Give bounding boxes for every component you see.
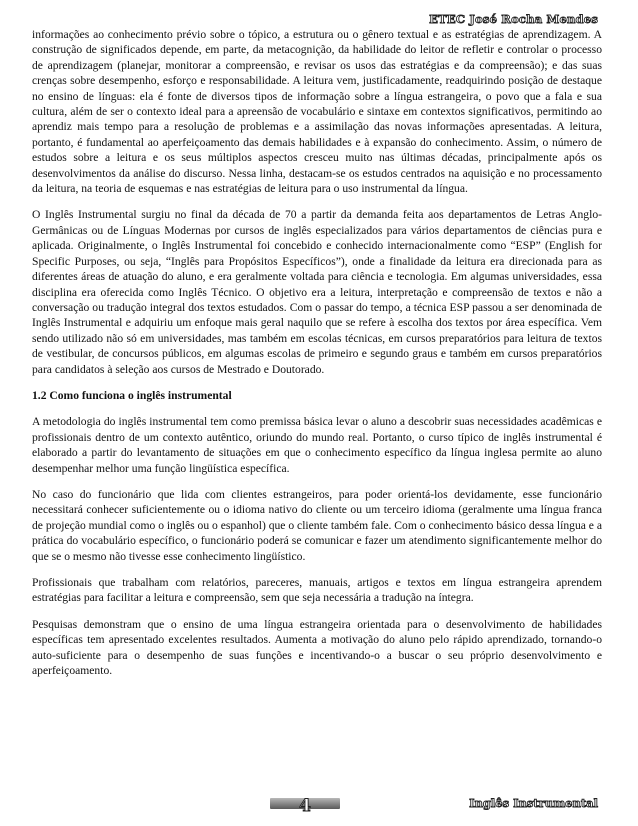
- paragraph-2: O Inglês Instrumental surgiu no final da década de 70 a partir da demanda feita aos departamentos de Letras Anglo-Germânicas ou de Línguas Modernas por cursos de inglês especializados para vários departamentos de ciências pura e aplicada. Originalmente, o Inglês Instrumental foi concebido e conhecido internacionalmente como “ESP” (English for Specific Purposes, ou seja, “Inglês para Propósitos Específicos”), onde a finalidade da leitura era direcionada para as diferentes áreas de atuação do aluno, e era geralmente voltada para ciência e tecnologia. Em algumas universidades, essa disciplina era oferecida como Inglês Técnico. O objetivo era a leitura, interpretação e compreensão de textos e não a conversação ou tradução integral dos textos estudados. Com o passar do tempo, a técnica ESP passou a ser denominada de Inglês Instrumental e adquiriu um enfoque mais geral naquilo que se refere à escolha dos textos por área específica. Vem sendo utilizado não só em universidades, mas também em escolas técnicas, em cursos preparatórios para leitura de textos de vestibular, de concursos públicos, em algumas escolas de primeiro e segundo graus e também em cursos preparatórios para candidatos à seleção aos cursos de Mestrado e Doutorado.: [32, 208, 602, 376]
- document-body: [32, 27, 602, 689]
- paragraph-4: No caso do funcionário que lida com clientes estrangeiros, para poder orientá-los devidamente, esse funcionário necessitará conhecer suficientemente ou o idioma nativo do cliente ou um terceiro idioma (geralmente uma língua franca de projeção mundial como o inglês ou o espanhol) que o cliente também fale. Com o conhecimento básico dessa língua e a prática do vocabulário específico, o funcionário poderá se comunicar e fazer um atendimento significantemente melhor do que se o mesmo não tivesse esse conhecimento lingüístico.: [32, 487, 602, 563]
- paragraph-3: A metodologia do inglês instrumental tem como premissa básica levar o aluno a descobrir suas necessidades acadêmicas e profissionais dentro de um contexto autêntico, oriundo do mundo real. Portanto, o curso típico de inglês instrumental é elaborado a partir do levantamento de situações em que o conhecimento específico da língua inglesa permite ao aluno desempenhar melhor uma função lingüística específica.: [32, 415, 602, 475]
- paragraph-6: Pesquisas demonstram que o ensino de uma língua estrangeira orientada para o desenvolvimento de habilidades específicas tem apresentado excelentes resultados. Aumenta a motivação do aluno pelo rápido aprendizado, tornando-o auto-suficiente para o desempenho de suas funções e incentivando-o a buscar o seu próprio desenvolvimento e aperfeiçoamento.: [32, 617, 602, 678]
- footer-title: Inglês Instrumental: [469, 796, 598, 810]
- paragraph-1: informações ao conhecimento prévio sobre o tópico, a estrutura ou o gênero textual e as estratégias de aprendizagem. A construção de significados depende, em parte, da metacognição, da habilidade do leitor de refletir e controlar o processo de aprendizagem (planejar, monitorar a compreensão, e revisar os usos das estratégias e da compreensão); e das suas crenças sobre desempenho, esforço e responsabilidade. A leitura vem, justificadamente, readquirindo posição de destaque no ensino de línguas: ela é fonte de diversos tipos de informação sobre a língua estrangeira, o povo que a fala e sua cultura, além de ser o contexto ideal para a apreensão de vocabulário e sintaxe em contextos significativos, permitindo ao aprendiz mais tempo para a resolução de problemas e a assimilação das novas informações apresentadas. A leitura, portanto, é fundamental ao aperfeiçoamento das demais habilidades e à expansão do conhecimento. Assim, o número de estudos sobre a leitura e os seus múltiplos aspectos cresceu muito nas últimas décadas, principalmente após os desenvolvimentos da análise do discurso. Nessa linha, destacam-se os estudos centrados na aquisição e no processamento da leitura, na teoria de esquemas e nas estratégias de leitura para o uso instrumental da língua.: [32, 28, 602, 196]
- paragraph-5: Profissionais que trabalham com relatórios, pareceres, manuais, artigos e textos em língua estrangeira aprendem estratégias para facilitar a leitura e compreensão, sem que seja necessária a tradução na íntegra.: [32, 576, 602, 605]
- page-header-school: ETEC José Rocha Mendes: [429, 12, 598, 26]
- page-number: 4: [299, 796, 311, 816]
- section-heading: 1.2 Como funciona o inglês instrumental: [32, 388, 232, 402]
